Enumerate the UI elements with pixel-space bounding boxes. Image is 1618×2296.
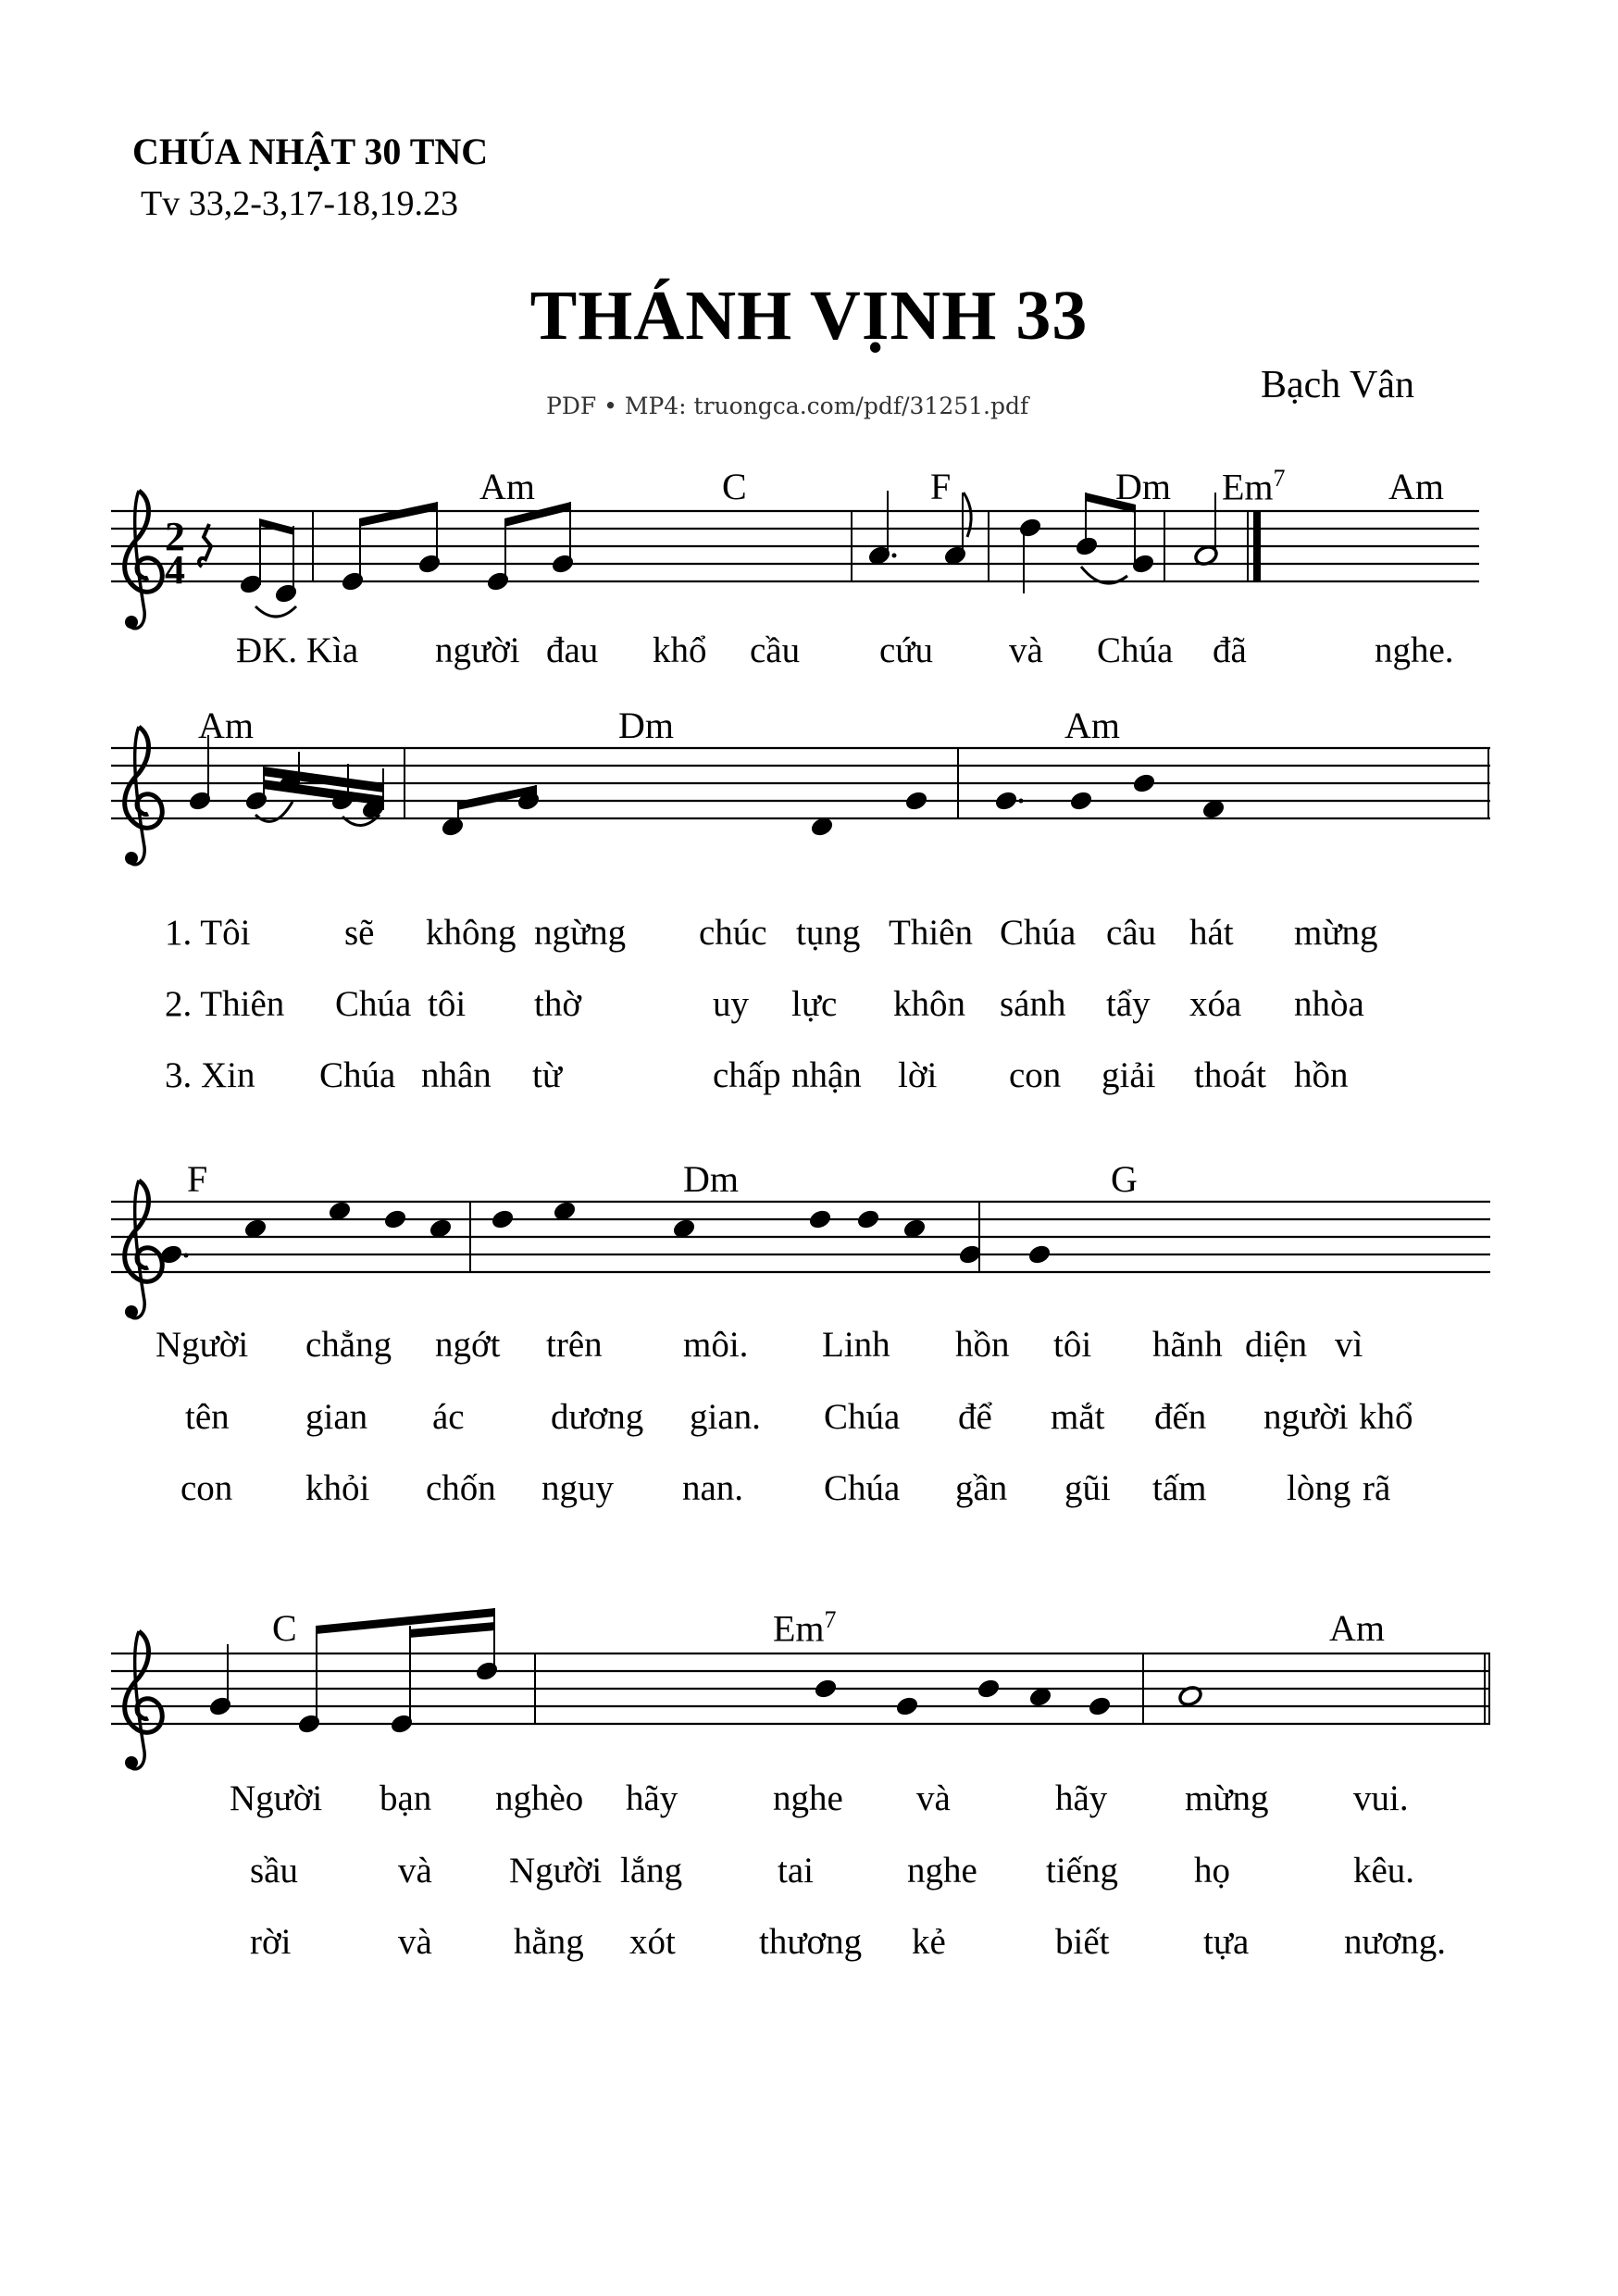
lyric-syllable: thờ	[534, 984, 581, 1024]
lyric-syllable: không	[426, 913, 517, 953]
lyric-syllable: Chúa	[1000, 913, 1077, 953]
lyric-syllable: hãy	[1055, 1778, 1108, 1818]
system-refrain	[111, 491, 1479, 629]
lyric-syllable: chúc	[699, 913, 767, 953]
lyric-syllable: để	[958, 1397, 992, 1437]
lyric-syllable: đã	[1213, 630, 1247, 670]
lyric-syllable: hồn	[955, 1325, 1010, 1365]
lyric-syllable: khỏi	[305, 1468, 370, 1508]
chord-symbol: Am	[1329, 1607, 1385, 1649]
lyric-syllable: rời	[250, 1922, 292, 1962]
chord-symbol: Am	[198, 705, 254, 746]
source-link[interactable]: PDF • MP4: truongca.com/pdf/31251.pdf	[546, 393, 1029, 419]
lyric-syllable: nghe.	[1375, 630, 1454, 670]
lyric-syllable: vì	[1335, 1325, 1363, 1365]
lyric-syllable: gian	[305, 1397, 368, 1437]
lyric-syllable: hãy	[626, 1778, 678, 1818]
lyric-syllable: thoát	[1194, 1055, 1266, 1095]
psalm-reference: Tv 33,2-3,17-18,19.23	[141, 184, 459, 223]
lyric-syllable: gian.	[690, 1397, 761, 1437]
lyric-syllable: ác	[432, 1397, 465, 1437]
chord-symbol: G	[1111, 1158, 1138, 1200]
lyric-syllable: người	[435, 630, 520, 670]
lyric-syllable: nguy	[541, 1468, 614, 1508]
lyric-syllable: uy	[713, 984, 749, 1024]
lyric-syllable: nghe	[773, 1778, 843, 1818]
lyric-syllable: và	[1009, 630, 1043, 670]
lyric-syllable: hãnh	[1152, 1325, 1223, 1365]
lyric-syllable: Người	[156, 1325, 249, 1365]
chord-symbol: Em$^7$	[773, 1606, 837, 1650]
time-sig-top: 2	[165, 514, 185, 559]
lyric-syllable: câu	[1106, 913, 1157, 953]
treble-clef-icon	[125, 1631, 163, 1769]
lyric-syllable: vui.	[1353, 1778, 1409, 1818]
time-sig-bottom: 4	[165, 547, 185, 593]
lyric-syllable: đau	[546, 630, 599, 670]
lyric-syllable: đến	[1154, 1397, 1207, 1437]
lyric-syllable: gần	[955, 1468, 1008, 1508]
lyric-syllable: và	[916, 1778, 951, 1818]
lyric-syllable: con	[1009, 1055, 1062, 1095]
composer-name: Bạch Vân	[1261, 364, 1415, 406]
lyric-syllable: môi.	[683, 1325, 749, 1365]
lyric-syllable: lòng	[1287, 1468, 1351, 1508]
lyric-syllable: Chúa	[335, 984, 412, 1024]
chord-symbol: Em$^7$	[1222, 465, 1286, 508]
lyric-syllable: xót	[629, 1922, 676, 1962]
lyric-syllable: Chúa	[824, 1397, 901, 1437]
lyric-syllable: giải	[1101, 1055, 1156, 1095]
lyric-syllable: Thiên	[889, 913, 973, 953]
lyric-syllable: tên	[185, 1397, 230, 1437]
lyric-syllable: mừng	[1185, 1778, 1269, 1818]
lyric-syllable: hát	[1189, 913, 1234, 953]
lyric-syllable: sánh	[1000, 984, 1066, 1024]
lyric-syllable: tấm	[1152, 1468, 1207, 1508]
lyric-syllable: 1. Tôi	[165, 913, 251, 953]
lyric-syllable: mắt	[1051, 1397, 1105, 1437]
final-barline	[1253, 511, 1261, 582]
lyric-syllable: tựa	[1203, 1922, 1250, 1962]
lyric-syllable: lắng	[620, 1851, 683, 1890]
lyric-syllable: cứu	[879, 630, 933, 670]
lyric-syllable: khổ	[653, 630, 707, 670]
lyric-syllable: xóa	[1189, 984, 1242, 1024]
lyric-syllable: người	[1263, 1397, 1349, 1437]
lyric-syllable: ngừng	[534, 913, 627, 953]
lyric-syllable: biết	[1055, 1922, 1110, 1962]
lyric-syllable: nhòa	[1294, 984, 1364, 1024]
lyric-syllable: Linh	[822, 1325, 890, 1365]
lyric-syllable: Chúa	[319, 1055, 396, 1095]
lyric-syllable: kẻ	[912, 1922, 946, 1962]
lyric-syllable: chẳng	[305, 1325, 392, 1365]
lyric-syllable: sầu	[250, 1851, 298, 1890]
lyric-syllable: bạn	[380, 1778, 432, 1818]
lyric-syllable: hồn	[1294, 1055, 1349, 1095]
lyric-syllable: dương	[551, 1397, 644, 1437]
lyric-syllable: ĐK. Kìa	[236, 630, 359, 670]
lyric-syllable: Người	[230, 1778, 323, 1818]
lyric-syllable: Chúa	[1097, 630, 1174, 670]
lyric-syllable: rã	[1363, 1468, 1391, 1508]
chord-symbol: F	[930, 466, 952, 507]
lyric-syllable: hằng	[514, 1922, 584, 1962]
lyric-syllable: nghe	[907, 1851, 977, 1890]
lyric-syllable: nghèo	[495, 1778, 584, 1818]
lyric-syllable: tôi	[428, 984, 467, 1024]
chord-symbol: Am	[1064, 705, 1120, 746]
lyric-syllable: nhân	[421, 1055, 492, 1095]
lyric-syllable: ngớt	[435, 1325, 501, 1365]
lyric-syllable: từ	[532, 1055, 562, 1095]
lyric-syllable: và	[398, 1851, 432, 1890]
chord-symbol: C	[272, 1607, 297, 1649]
lyric-syllable: lực	[791, 984, 838, 1024]
lyric-syllable: 3. Xin	[165, 1055, 255, 1095]
lyric-syllable: nan.	[682, 1468, 744, 1508]
page-title: THÁNH VỊNH 33	[529, 277, 1089, 355]
lyric-syllable: con	[180, 1468, 233, 1508]
lyric-syllable: diện	[1245, 1325, 1308, 1365]
lyric-syllable: tẩy	[1106, 984, 1151, 1024]
chord-symbol: F	[187, 1158, 208, 1200]
lyric-syllable: 2. Thiên	[165, 984, 285, 1024]
chord-symbol: Am	[479, 466, 535, 507]
lyric-syllable: khổ	[1359, 1397, 1413, 1437]
lyric-syllable: cầu	[750, 630, 801, 670]
lyric-syllable: thương	[759, 1922, 863, 1962]
lyric-syllable: tụng	[796, 913, 861, 953]
occasion-heading: CHÚA NHẬT 30 TNC	[132, 131, 489, 172]
lyric-syllable: nương.	[1344, 1922, 1447, 1962]
chord-symbol: Dm	[1115, 466, 1171, 507]
system-verse-a	[111, 727, 1490, 865]
lyric-syllable: nhận	[791, 1055, 862, 1095]
lyric-syllable: tiếng	[1046, 1851, 1118, 1890]
lyric-syllable: trên	[546, 1325, 603, 1365]
system-verse-b	[111, 1180, 1490, 1318]
lyric-syllable: khôn	[893, 984, 965, 1024]
lyric-syllable: tôi	[1053, 1325, 1092, 1365]
lyric-syllable: sẽ	[344, 913, 375, 953]
lyric-syllable: tai	[778, 1851, 814, 1890]
lyric-syllable: chốn	[426, 1468, 496, 1508]
lyric-syllable: chấp	[713, 1055, 781, 1095]
chord-symbol: C	[722, 466, 747, 507]
chord-symbol: Am	[1388, 466, 1444, 507]
lyric-syllable: kêu.	[1353, 1851, 1415, 1890]
lyric-syllable: họ	[1194, 1851, 1230, 1890]
lyric-syllable: lời	[898, 1055, 938, 1095]
lyric-syllable: Chúa	[824, 1468, 901, 1508]
lyric-syllable: Người	[509, 1851, 603, 1890]
lyric-syllable: và	[398, 1922, 432, 1962]
chord-symbol: Dm	[683, 1158, 739, 1200]
lyric-syllable: gũi	[1064, 1468, 1111, 1508]
lyric-syllable: mừng	[1294, 913, 1378, 953]
chord-symbol: Dm	[618, 705, 674, 746]
